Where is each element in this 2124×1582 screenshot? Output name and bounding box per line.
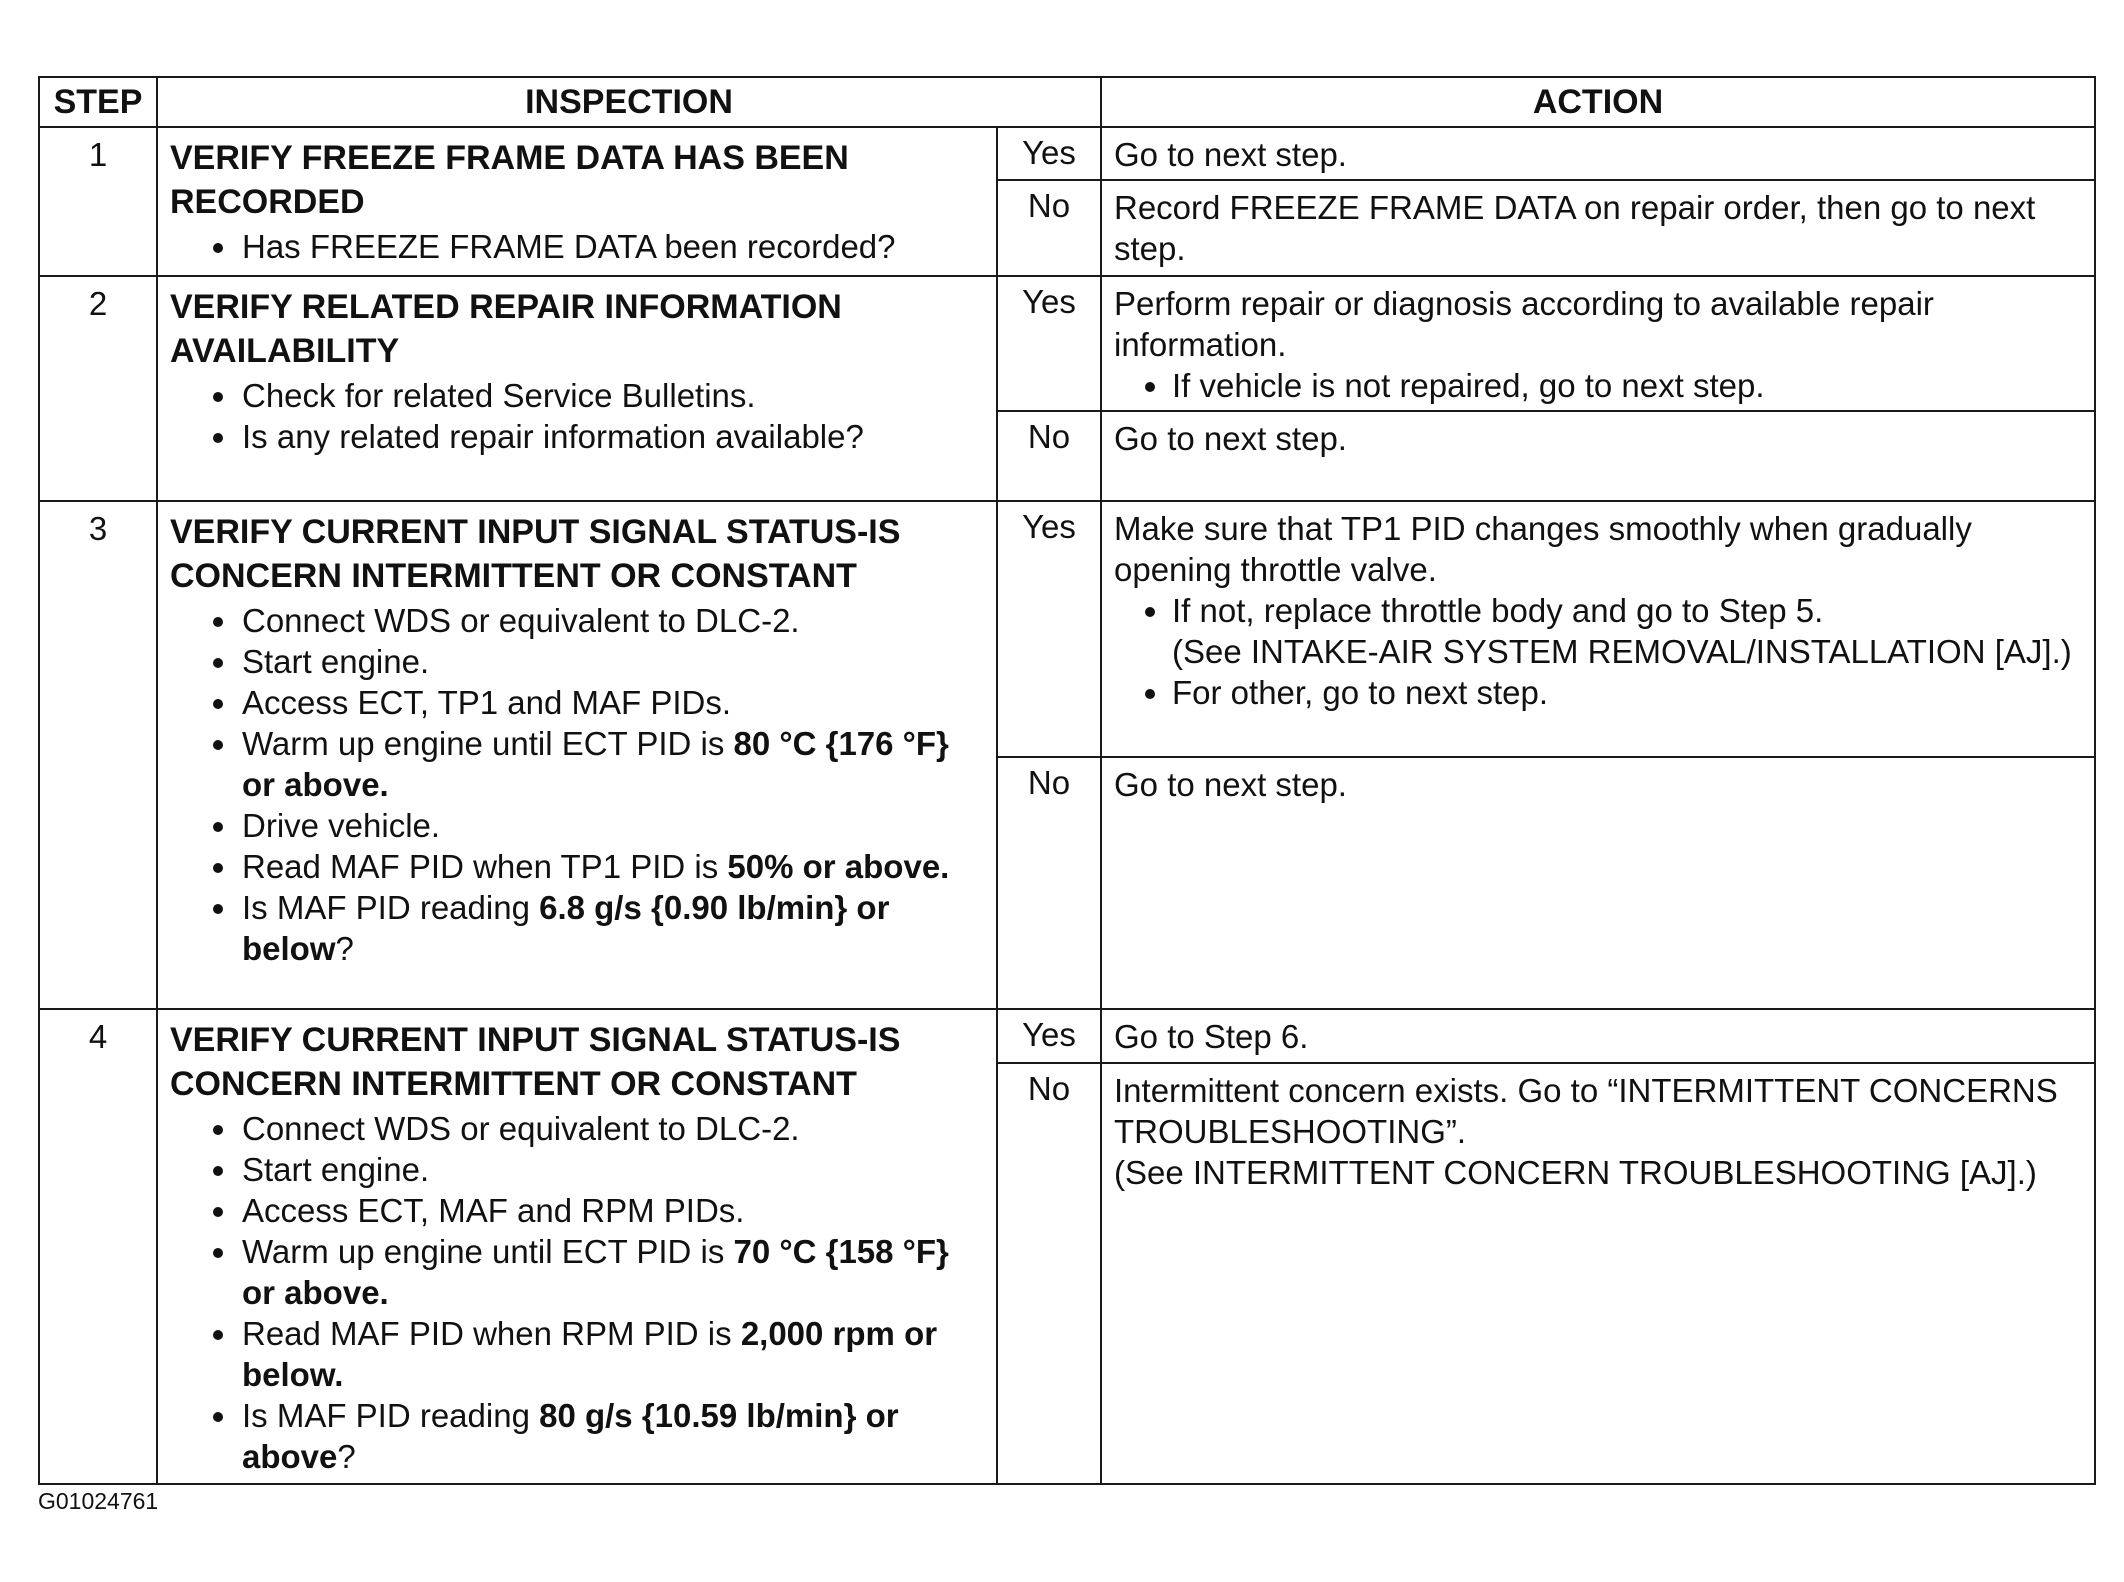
action-text: Intermittent concern exists. Go to “INTERMITTENT CONCERNS TROUBLESHOOTING”.	[1114, 1072, 2058, 1151]
step-2-yes-row	[39, 276, 2095, 411]
answer-no: No	[997, 1063, 1101, 1484]
bullet-text: Warm up engine until ECT PID is	[242, 725, 734, 762]
answer-no: No	[997, 411, 1101, 501]
inspection-bullet	[240, 1395, 986, 1477]
action-yes	[1101, 276, 2095, 411]
step-3-inspection	[157, 501, 997, 1009]
action-yes: Go to Step 6.	[1101, 1009, 2095, 1063]
inspection-bullet: • Has FREEZE FRAME DATA been recorded?	[240, 226, 986, 267]
step-title: VERIFY CURRENT INPUT SIGNAL STATUS-IS CONCERN INTERMITTENT OR CONSTANT	[170, 1021, 901, 1103]
inspection-bullet: • Check for related Service Bulletins.	[240, 375, 986, 416]
answer-yes: Yes	[997, 1009, 1101, 1063]
step-number: 2	[39, 276, 157, 501]
inspection-bullet: • Start engine.	[240, 1149, 986, 1190]
action-bullet	[1172, 590, 2084, 672]
header-inspection: INSPECTION	[157, 77, 1101, 127]
action-bullets	[1114, 365, 2084, 406]
step-4-inspection	[157, 1009, 997, 1484]
inspection-bullet	[240, 723, 986, 805]
action-bullet: • For other, go to next step.	[1172, 672, 2084, 713]
bullet-spec: 80 °C {176 °F} or above.	[242, 725, 949, 803]
action-yes: Go to next step.	[1101, 127, 2095, 180]
action-text: Make sure that TP1 PID changes smoothly when gradually opening throttle valve.	[1114, 510, 1972, 588]
bullet-text: Is MAF PID reading	[242, 1397, 540, 1434]
bullet-text: Warm up engine until ECT PID is	[242, 1233, 734, 1270]
inspection-bullet: • Start engine.	[240, 641, 986, 682]
action-text: Perform repair or diagnosis according to available repair information.	[1114, 285, 1934, 363]
step-number: 4	[39, 1009, 157, 1484]
inspection-bullets	[170, 375, 986, 457]
step-3-yes-row	[39, 501, 2095, 757]
step-title: VERIFY RELATED REPAIR INFORMATION AVAILABILITY	[170, 288, 842, 370]
action-no: Go to next step.	[1101, 411, 2095, 501]
inspection-bullet: • Is any related repair information available?	[240, 416, 986, 457]
answer-yes: Yes	[997, 127, 1101, 180]
bullet-spec: 70 °C {158 °F} or above.	[242, 1233, 949, 1311]
figure-id: G01024761	[38, 1488, 159, 1514]
answer-yes: Yes	[997, 501, 1101, 757]
action-reference: (See INTAKE-AIR SYSTEM REMOVAL/INSTALLATION [AJ].)	[1172, 633, 2072, 670]
action-no	[1101, 1063, 2095, 1484]
diagnostic-procedure-table	[38, 76, 2096, 1485]
bullet-spec: 2,000 rpm or below.	[242, 1315, 938, 1393]
inspection-bullet	[240, 1313, 986, 1395]
answer-yes: Yes	[997, 276, 1101, 411]
header-step: STEP	[39, 77, 157, 127]
bullet-text: Read MAF PID when TP1 PID is	[242, 848, 728, 885]
bullet-text: ?	[337, 1438, 356, 1475]
bullet-text: Is MAF PID reading	[242, 889, 540, 926]
bullet-text: ?	[335, 930, 354, 967]
inspection-bullets	[170, 226, 986, 267]
inspection-bullet	[240, 887, 986, 969]
inspection-bullet: • Drive vehicle.	[240, 805, 986, 846]
bullet-spec: 50% or above.	[727, 848, 950, 885]
bullet-spec: 80 g/s {10.59 lb/min} or above	[242, 1397, 899, 1475]
inspection-bullet: • Access ECT, TP1 and MAF PIDs.	[240, 682, 986, 723]
bullet-text: Read MAF PID when RPM PID is	[242, 1315, 741, 1352]
inspection-bullet	[240, 1231, 986, 1313]
answer-no: No	[997, 757, 1101, 1009]
inspection-bullet: • Connect WDS or equivalent to DLC-2.	[240, 1108, 986, 1149]
step-1-inspection	[157, 127, 997, 276]
action-bullet: • If vehicle is not repaired, go to next step.	[1172, 365, 2084, 406]
action-no: Record FREEZE FRAME DATA on repair order, then go to next step.	[1101, 180, 2095, 276]
step-title: VERIFY FREEZE FRAME DATA HAS BEEN RECORDED	[170, 139, 849, 221]
step-number: 1	[39, 127, 157, 276]
action-reference: (See INTERMITTENT CONCERN TROUBLESHOOTING [AJ].)	[1114, 1154, 2037, 1192]
inspection-bullet: • Connect WDS or equivalent to DLC-2.	[240, 600, 986, 641]
step-2-inspection	[157, 276, 997, 501]
step-title: VERIFY CURRENT INPUT SIGNAL STATUS-IS CONCERN INTERMITTENT OR CONSTANT	[170, 513, 901, 595]
action-bullet-text: • If not, replace throttle body and go to Step 5.	[1172, 592, 1824, 629]
bullet-spec: 6.8 g/s {0.90 lb/min} or below	[242, 889, 890, 967]
step-4-yes-row	[39, 1009, 2095, 1063]
step-1-yes-row	[39, 127, 2095, 180]
header-action: ACTION	[1101, 77, 2095, 127]
inspection-bullets	[170, 1108, 986, 1477]
action-bullets	[1114, 590, 2084, 713]
inspection-bullet: • Access ECT, MAF and RPM PIDs.	[240, 1190, 986, 1231]
inspection-bullets	[170, 600, 986, 969]
answer-no: No	[997, 180, 1101, 276]
header-row	[39, 77, 2095, 127]
action-no: Go to next step.	[1101, 757, 2095, 1009]
step-number: 3	[39, 501, 157, 1009]
action-yes	[1101, 501, 2095, 757]
inspection-bullet	[240, 846, 986, 887]
